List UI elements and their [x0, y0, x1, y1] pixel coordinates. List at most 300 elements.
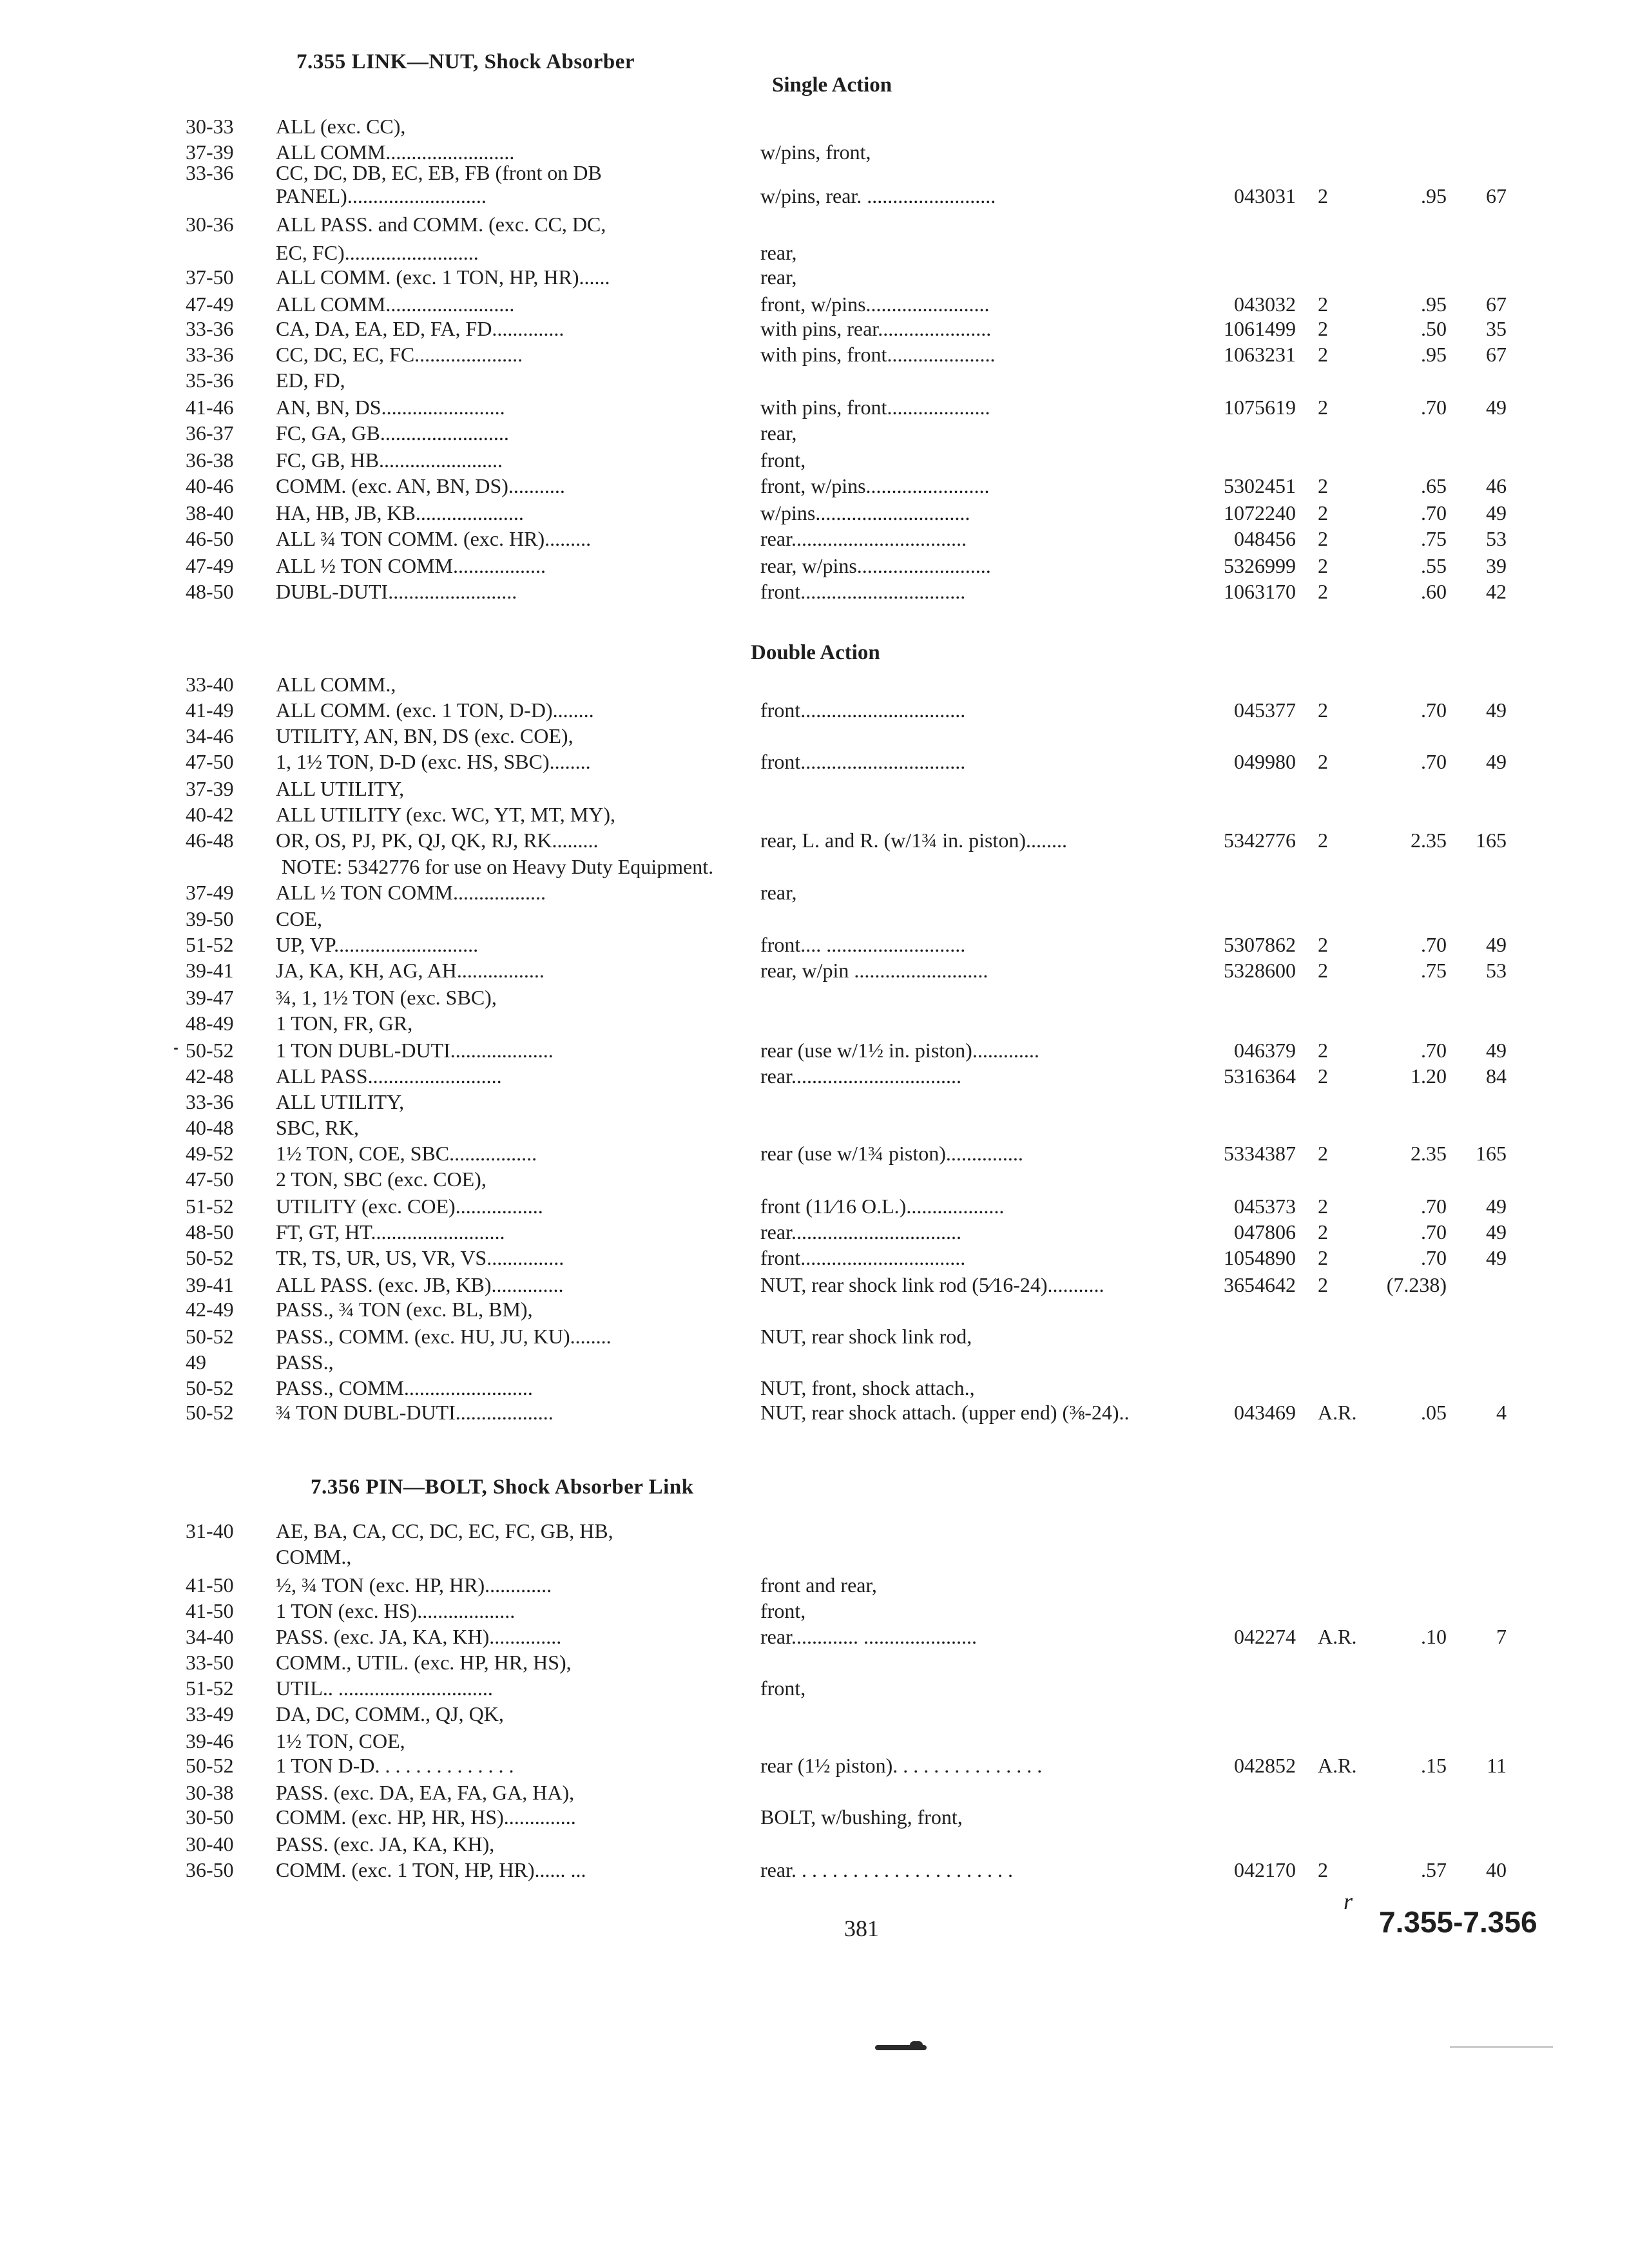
price: .70 [1421, 396, 1447, 419]
year-range: 38-40 [186, 501, 234, 524]
model-list: ALL ½ TON COMM.................. [276, 881, 546, 904]
table-row [0, 264, 1629, 290]
margin-mark [174, 1048, 178, 1050]
year-range: 39-46 [186, 1729, 234, 1753]
part-description: rear, [760, 241, 797, 264]
table-row [0, 160, 1629, 186]
table-row [0, 473, 1629, 499]
table-row [0, 211, 1629, 237]
quantity: 2 [1318, 184, 1328, 207]
part-description: front (11⁄16 O.L.)................... [760, 1195, 1005, 1218]
model-list: ALL UTILITY (exc. WC, YT, MT, MY), [276, 803, 615, 826]
year-range: 40-48 [186, 1116, 234, 1139]
price: .70 [1421, 750, 1447, 773]
part-number: 5307862 [1224, 933, 1296, 956]
year-range: 50-52 [186, 1246, 234, 1269]
price: .05 [1421, 1401, 1447, 1424]
model-list: ED, FD, [276, 369, 345, 392]
table-row [0, 553, 1629, 579]
table-row [0, 1753, 1629, 1778]
model-list: FC, GA, GB......................... [276, 421, 509, 445]
table-row [0, 1675, 1629, 1701]
year-range: 33-36 [186, 317, 234, 340]
part-number: 5316364 [1224, 1064, 1296, 1088]
model-list: TR, TS, UR, US, VR, VS............... [276, 1246, 564, 1269]
model-list: CC, DC, EC, FC..................... [276, 343, 523, 366]
year-range: 41-50 [186, 1599, 234, 1622]
part-number: 049980 [1234, 750, 1296, 773]
model-list: ALL COMM. (exc. 1 TON, D-D)........ [276, 698, 594, 722]
year-range: 50-52 [186, 1376, 234, 1399]
table-row [0, 500, 1629, 526]
weight: 49 [1486, 1039, 1507, 1062]
table-row [0, 1572, 1629, 1598]
model-list: PASS. (exc. DA, EA, FA, GA, HA), [276, 1781, 575, 1804]
model-list: CC, DC, DB, EC, EB, FB (front on DB [276, 161, 602, 184]
model-list: FT, GT, HT.......................... [276, 1220, 505, 1244]
table-row [0, 394, 1629, 420]
model-list: ALL PASS. (exc. JB, KB).............. [276, 1273, 564, 1296]
table-row [0, 526, 1629, 552]
quantity: 2 [1318, 1064, 1328, 1088]
model-list: PASS., ¾ TON (exc. BL, BM), [276, 1298, 533, 1321]
weight: 53 [1486, 959, 1507, 982]
note-5342776: NOTE: 5342776 for use on Heavy Duty Equipment. [282, 855, 714, 878]
model-list: COMM. (exc. HP, HR, HS).............. [276, 1805, 576, 1829]
model-list: PASS., [276, 1350, 334, 1374]
table-row [0, 906, 1629, 932]
price: (7.238) [1386, 1273, 1447, 1296]
part-number: 046379 [1234, 1039, 1296, 1062]
table-row [0, 1649, 1629, 1675]
part-description: NUT, rear shock link rod (5⁄16-24)........... [760, 1273, 1104, 1296]
quantity: 2 [1318, 1039, 1328, 1062]
part-number: 5334387 [1224, 1142, 1296, 1165]
quantity: 2 [1318, 501, 1328, 524]
year-range: 48-49 [186, 1012, 234, 1035]
weight: 67 [1486, 293, 1507, 316]
year-range: 40-42 [186, 803, 234, 826]
part-number: 1061499 [1224, 317, 1296, 340]
part-number: 048456 [1234, 527, 1296, 550]
year-range: 34-40 [186, 1625, 234, 1648]
table-row [0, 749, 1629, 774]
table-row [0, 1245, 1629, 1271]
table-row [0, 671, 1629, 697]
year-range: 47-49 [186, 554, 234, 577]
model-list: PANEL)........................... [276, 184, 487, 207]
price: .55 [1421, 554, 1447, 577]
year-range: 46-48 [186, 829, 234, 852]
model-list: UTIL.. .............................. [276, 1677, 493, 1700]
price: .57 [1421, 1858, 1447, 1881]
year-range: 42-49 [186, 1298, 234, 1321]
quantity: 2 [1318, 1246, 1328, 1269]
year-range: 47-50 [186, 750, 234, 773]
price: .60 [1421, 580, 1447, 603]
price: .10 [1421, 1625, 1447, 1648]
weight: 40 [1486, 1858, 1507, 1881]
table-row [0, 1518, 1629, 1544]
model-list: PASS. (exc. JA, KA, KH).............. [276, 1625, 562, 1648]
model-list: ALL COMM., [276, 673, 396, 696]
price: .95 [1421, 184, 1447, 207]
part-description: NUT, rear shock attach. (upper end) (⅜-24).. [760, 1401, 1130, 1424]
model-list: 1, 1½ TON, D-D (exc. HS, SBC)........ [276, 750, 591, 773]
year-range: 30-33 [186, 115, 234, 138]
part-description: w/pins, rear. ......................... [760, 184, 996, 207]
section-title-7356: 7.356 PIN—BOLT, Shock Absorber Link [311, 1475, 694, 1499]
year-range: 39-41 [186, 1273, 234, 1296]
part-number: 1063170 [1224, 580, 1296, 603]
weight: 84 [1486, 1064, 1507, 1088]
quantity: 2 [1318, 1858, 1328, 1881]
table-row [0, 1375, 1629, 1401]
part-number: 043469 [1234, 1401, 1296, 1424]
weight: 42 [1486, 580, 1507, 603]
quantity: 2 [1318, 933, 1328, 956]
part-description: rear (use w/1¾ piston)............... [760, 1142, 1023, 1165]
model-list: COMM. (exc. AN, BN, DS)........... [276, 474, 565, 497]
quantity: 2 [1318, 474, 1328, 497]
weight: 67 [1486, 343, 1507, 366]
quantity: 2 [1318, 829, 1328, 852]
model-list: ALL COMM......................... [276, 140, 515, 164]
handwritten-mark: r [1344, 1888, 1353, 1914]
table-row [0, 1701, 1629, 1727]
model-list: COMM., UTIL. (exc. HP, HR, HS), [276, 1651, 572, 1674]
price: .15 [1421, 1754, 1447, 1777]
table-row [0, 985, 1629, 1010]
table-row [0, 367, 1629, 393]
subsection-single-action: Single Action [772, 73, 892, 97]
table-row [0, 341, 1629, 367]
year-range: 50-52 [186, 1754, 234, 1777]
table-row [0, 776, 1629, 802]
price: .95 [1421, 293, 1447, 316]
model-list: COMM. (exc. 1 TON, HP, HR)...... ... [276, 1858, 586, 1881]
year-range: 47-50 [186, 1168, 234, 1191]
part-description: rear, w/pin .......................... [760, 959, 988, 982]
part-description: with pins, front..................... [760, 343, 996, 366]
model-list: 2 TON, SBC (exc. COE), [276, 1168, 487, 1191]
part-number: 5302451 [1224, 474, 1296, 497]
year-range: 33-36 [186, 1090, 234, 1113]
table-row [0, 1166, 1629, 1192]
part-description: front, [760, 1599, 806, 1622]
weight: 11 [1487, 1754, 1507, 1777]
quantity: 2 [1318, 1195, 1328, 1218]
part-description: rear, L. and R. (w/1¾ in. piston)........ [760, 829, 1067, 852]
year-range: 30-36 [186, 213, 234, 236]
part-description: with pins, front.................... [760, 396, 990, 419]
year-range: 49-52 [186, 1142, 234, 1165]
part-description: front, w/pins........................ [760, 474, 990, 497]
part-number: 1063231 [1224, 343, 1296, 366]
part-description: rear, [760, 265, 797, 289]
weight: 49 [1486, 933, 1507, 956]
model-list: PASS. (exc. JA, KA, KH), [276, 1832, 495, 1856]
table-row [0, 1804, 1629, 1830]
weight: 49 [1486, 396, 1507, 419]
model-list: HA, HB, JB, KB..................... [276, 501, 524, 524]
year-range: 48-50 [186, 1220, 234, 1244]
model-list: ¾ TON DUBL-DUTI................... [276, 1401, 554, 1424]
model-list: SBC, RK, [276, 1116, 359, 1139]
model-list: EC, FC).......................... [276, 241, 479, 264]
part-description: front................................ [760, 1246, 966, 1269]
price: .70 [1421, 933, 1447, 956]
part-description: rear, [760, 881, 797, 904]
part-number: 1072240 [1224, 501, 1296, 524]
table-row [0, 1831, 1629, 1857]
year-range: 50-52 [186, 1325, 234, 1348]
table-row [0, 1193, 1629, 1219]
part-number: 1054890 [1224, 1246, 1296, 1269]
price: .70 [1421, 1220, 1447, 1244]
quantity: 2 [1318, 1220, 1328, 1244]
model-list: 1 TON (exc. HS)................... [276, 1599, 516, 1622]
year-range: 50-52 [186, 1039, 234, 1062]
table-row [0, 1010, 1629, 1036]
price: 1.20 [1411, 1064, 1447, 1088]
model-list: ALL COMM......................... [276, 293, 515, 316]
model-list: ALL UTILITY, [276, 1090, 405, 1113]
weight: 53 [1486, 527, 1507, 550]
year-range: 39-47 [186, 986, 234, 1009]
model-list: 1½ TON, COE, SBC................. [276, 1142, 537, 1165]
price: .70 [1421, 1039, 1447, 1062]
table-row [0, 291, 1629, 317]
section-title-7355: 7.355 LINK—NUT, Shock Absorber [296, 50, 635, 73]
quantity: 2 [1318, 396, 1328, 419]
year-range: 46-50 [186, 527, 234, 550]
part-description: front................................ [760, 750, 966, 773]
weight: 165 [1476, 1142, 1507, 1165]
model-list: ALL (exc. CC), [276, 115, 406, 138]
part-description: front and rear, [760, 1573, 877, 1597]
table-row [0, 579, 1629, 604]
weight: 49 [1486, 1195, 1507, 1218]
part-number: 047806 [1234, 1220, 1296, 1244]
year-range: 35-36 [186, 369, 234, 392]
table-row [0, 420, 1629, 446]
part-description: NUT, rear shock link rod, [760, 1325, 972, 1348]
table-row [0, 316, 1629, 341]
year-range: 36-37 [186, 421, 234, 445]
price: 2.35 [1411, 1142, 1447, 1165]
model-list: DUBL-DUTI......................... [276, 580, 517, 603]
quantity: 2 [1318, 959, 1328, 982]
year-range: 30-38 [186, 1781, 234, 1804]
part-description: with pins, rear...................... [760, 317, 992, 340]
table-row [0, 957, 1629, 983]
model-list: 1 TON D-D. . . . . . . . . . . . . . [276, 1754, 514, 1777]
year-range: 41-49 [186, 698, 234, 722]
quantity: 2 [1318, 1273, 1328, 1296]
table-row [0, 1323, 1629, 1349]
year-range: 51-52 [186, 933, 234, 956]
model-list: UTILITY, AN, BN, DS (exc. COE), [276, 724, 574, 747]
price: .95 [1421, 343, 1447, 366]
model-list: 1 TON DUBL-DUTI.................... [276, 1039, 554, 1062]
quantity: 2 [1318, 554, 1328, 577]
year-range: 42-48 [186, 1064, 234, 1088]
year-range: 34-46 [186, 724, 234, 747]
weight: 49 [1486, 1220, 1507, 1244]
table-row [0, 240, 1629, 265]
model-list: COE, [276, 907, 322, 930]
price: .65 [1421, 474, 1447, 497]
quantity: 2 [1318, 343, 1328, 366]
table-row [0, 723, 1629, 749]
weight: 49 [1486, 501, 1507, 524]
model-list: PASS., COMM......................... [276, 1376, 533, 1399]
table-row [0, 447, 1629, 473]
part-description: rear.................................. [760, 527, 967, 550]
year-range: 37-39 [186, 140, 234, 164]
quantity: 2 [1318, 317, 1328, 340]
year-range: 41-50 [186, 1573, 234, 1597]
part-description: BOLT, w/bushing, front, [760, 1805, 963, 1829]
part-description: w/pins.............................. [760, 501, 970, 524]
model-list: 1½ TON, COE, [276, 1729, 405, 1753]
part-description: rear................................. [760, 1220, 961, 1244]
part-number: 043032 [1234, 293, 1296, 316]
year-range: 37-49 [186, 881, 234, 904]
part-description: front, w/pins........................ [760, 293, 990, 316]
quantity: 2 [1318, 750, 1328, 773]
table-row [0, 1624, 1629, 1649]
section-range: 7.355-7.356 [1379, 1905, 1537, 1939]
quantity: 2 [1318, 293, 1328, 316]
table-row [0, 1296, 1629, 1322]
year-range: 51-52 [186, 1677, 234, 1700]
weight: 49 [1486, 750, 1507, 773]
faint-rule [1450, 2046, 1553, 2048]
model-list: ALL ½ TON COMM.................. [276, 554, 546, 577]
price: .50 [1421, 317, 1447, 340]
model-list: UP, VP............................ [276, 933, 479, 956]
table-row [0, 1780, 1629, 1805]
year-range: 39-41 [186, 959, 234, 982]
model-list: ALL COMM. (exc. 1 TON, HP, HR)...... [276, 265, 610, 289]
table-row [0, 697, 1629, 723]
year-range: 36-50 [186, 1858, 234, 1881]
model-list: ALL PASS.......................... [276, 1064, 502, 1088]
table-row [0, 1063, 1629, 1089]
page-number: 381 [844, 1916, 879, 1941]
year-range: 33-50 [186, 1651, 234, 1674]
table-row [0, 879, 1629, 905]
year-range: 49 [186, 1350, 206, 1374]
part-description: front.... ........................... [760, 933, 966, 956]
part-description: rear. . . . . . . . . . . . . . . . . . . . . . [760, 1858, 1013, 1881]
table-row [0, 1272, 1629, 1298]
table-row [0, 932, 1629, 957]
model-list: PASS., COMM. (exc. HU, JU, KU)........ [276, 1325, 612, 1348]
part-description: front, [760, 1677, 806, 1700]
weight: 39 [1486, 554, 1507, 577]
year-range: 41-46 [186, 396, 234, 419]
quantity: A.R. [1318, 1625, 1357, 1648]
table-row [0, 1544, 1629, 1570]
part-number: 042852 [1234, 1754, 1296, 1777]
year-range: 39-50 [186, 907, 234, 930]
model-list: FC, GB, HB........................ [276, 448, 503, 472]
weight: 49 [1486, 698, 1507, 722]
part-description: front................................ [760, 580, 966, 603]
weight: 165 [1476, 829, 1507, 852]
part-description: w/pins, front, [760, 140, 871, 164]
table-row [0, 1140, 1629, 1166]
part-number: 5328600 [1224, 959, 1296, 982]
part-number: 045373 [1234, 1195, 1296, 1218]
part-description: rear (use w/1½ in. piston)............. [760, 1039, 1039, 1062]
model-list: ½, ¾ TON (exc. HP, HR)............. [276, 1573, 552, 1597]
part-number: 3654642 [1224, 1273, 1296, 1296]
model-list: DA, DC, COMM., QJ, QK, [276, 1702, 504, 1725]
model-list: ALL ¾ TON COMM. (exc. HR)......... [276, 527, 592, 550]
price: .75 [1421, 959, 1447, 982]
table-row [0, 1728, 1629, 1754]
part-description: rear (1½ piston). . . . . . . . . . . . . . . [760, 1754, 1043, 1777]
year-range: 33-40 [186, 673, 234, 696]
ink-smudge-dot [910, 2041, 923, 2049]
part-description: front................................ [760, 698, 966, 722]
table-row [0, 1349, 1629, 1375]
quantity: 2 [1318, 1142, 1328, 1165]
table-row [0, 183, 1629, 209]
year-range: 33-49 [186, 1702, 234, 1725]
quantity: 2 [1318, 527, 1328, 550]
year-range: 48-50 [186, 580, 234, 603]
year-range: 30-50 [186, 1805, 234, 1829]
year-range: 33-36 [186, 161, 234, 184]
weight: 35 [1486, 317, 1507, 340]
year-range: 51-52 [186, 1195, 234, 1218]
year-range: 33-36 [186, 343, 234, 366]
year-range: 50-52 [186, 1401, 234, 1424]
table-row [0, 802, 1629, 827]
part-description: rear............. ...................... [760, 1625, 977, 1648]
price: .75 [1421, 527, 1447, 550]
weight: 4 [1496, 1401, 1507, 1424]
year-range: 30-40 [186, 1832, 234, 1856]
table-row [0, 1115, 1629, 1140]
year-range: 37-39 [186, 777, 234, 800]
table-row [0, 1598, 1629, 1624]
part-description: front, [760, 448, 806, 472]
weight: 67 [1486, 184, 1507, 207]
part-number: 043031 [1234, 184, 1296, 207]
part-description: rear, w/pins.......................... [760, 554, 991, 577]
year-range: 40-46 [186, 474, 234, 497]
model-list: ALL UTILITY, [276, 777, 405, 800]
part-number: 042170 [1234, 1858, 1296, 1881]
model-list: ¾, 1, 1½ TON (exc. SBC), [276, 986, 497, 1009]
price: .70 [1421, 501, 1447, 524]
model-list: AE, BA, CA, CC, DC, EC, FC, GB, HB, [276, 1519, 613, 1542]
model-list: OR, OS, PJ, PK, QJ, QK, RJ, RK......... [276, 829, 599, 852]
quantity: 2 [1318, 698, 1328, 722]
weight: 7 [1496, 1625, 1507, 1648]
table-row [0, 1399, 1629, 1425]
table-row [0, 1857, 1629, 1883]
part-number: 1075619 [1224, 396, 1296, 419]
model-list: AN, BN, DS........................ [276, 396, 505, 419]
model-list: ALL PASS. and COMM. (exc. CC, DC, [276, 213, 606, 236]
